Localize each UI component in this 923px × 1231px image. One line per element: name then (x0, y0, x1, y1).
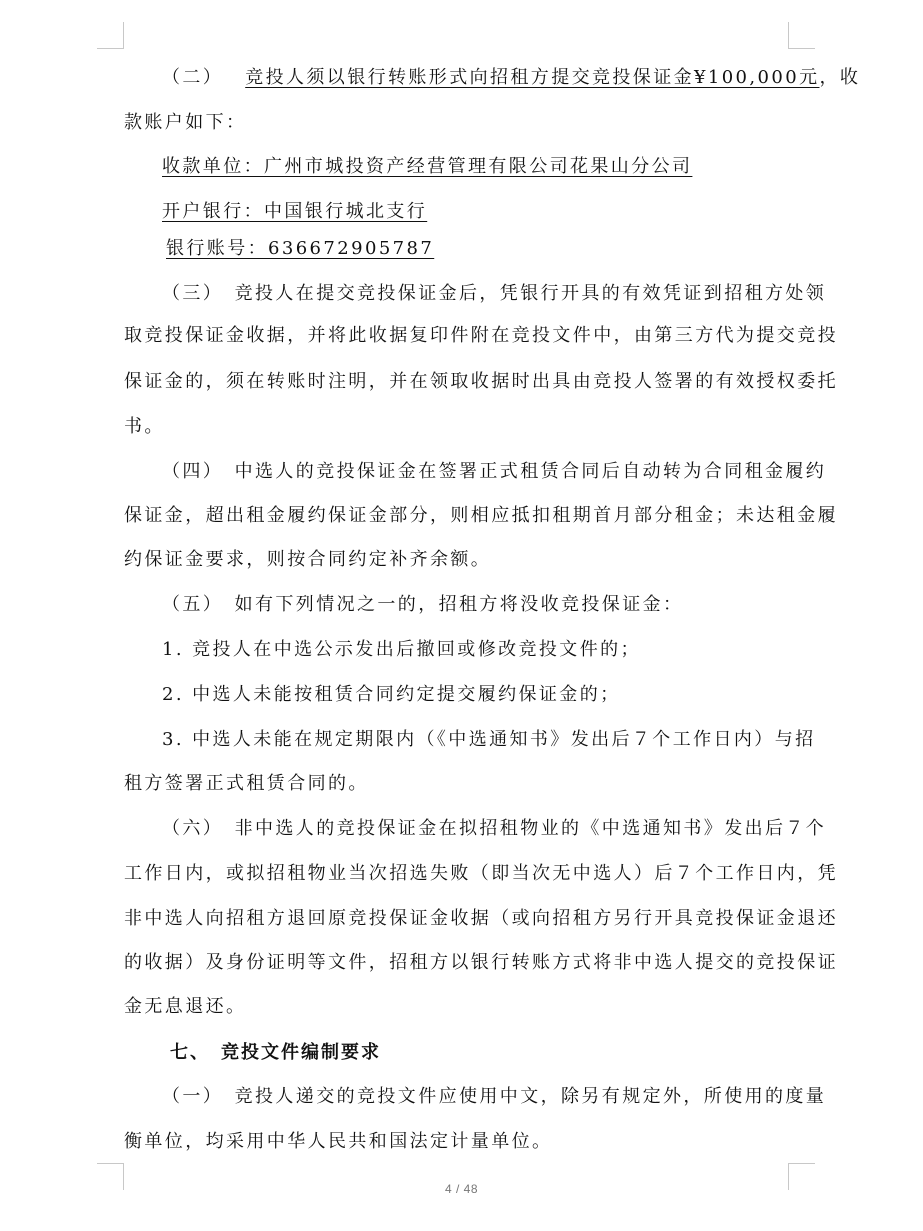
crop-mark-top-left (97, 22, 124, 49)
bank-account: 银行账号：636672905787 (166, 238, 435, 259)
crop-mark-top-right (788, 22, 815, 49)
section-7-paragraph-1-line-2: 衡单位，均采用中华人民共和国法定计量单位。 (124, 1131, 553, 1152)
bank-name: 开户银行：中国银行城北支行 (162, 201, 428, 222)
paragraph-2-line-2: 款账户如下： (124, 112, 247, 133)
paragraph-6-line-5: 金无息退还。 (124, 996, 247, 1017)
deposit-amount-text: 竞投人须以银行转账形式向招租方提交竞投保证金¥100,000元 (245, 67, 820, 88)
paragraph-3-line-3: 保证金的，须在转账时注明，并在领取收据时出具由竞投人签署的有效授权委托 (124, 371, 838, 392)
paragraph-4-line-2: 保证金，超出租金履约保证金部分，则相应抵扣租期首月部分租金；未达租金履 (124, 505, 838, 526)
paragraph-2-tail: ，收 (819, 67, 861, 88)
paragraph-3-line-4: 书。 (124, 416, 165, 437)
paragraph-6-line-1: （六） 非中选人的竞投保证金在拟招租物业的《中选通知书》发出后７个 (162, 818, 827, 839)
paragraph-4-line-3: 约保证金要求，则按合同约定补齐余额。 (124, 549, 492, 570)
paragraph-2-line-1 (162, 66, 860, 90)
list-item-3-line-1: 3. 中选人未能在规定期限内（《中选通知书》发出后７个工作日内）与招 (162, 729, 816, 750)
section-7-heading: 七、 竞投文件编制要求 (170, 1042, 381, 1063)
list-item-3-line-2: 租方签署正式租赁合同的。 (124, 773, 369, 794)
page-number: 4 / 48 (444, 1182, 479, 1196)
list-item-1: 1. 竞投人在中选公示发出后撤回或修改竞投文件的； (162, 639, 641, 660)
paragraph-3-line-1: （三） 竞投人在提交竞投保证金后，凭银行开具的有效凭证到招租方处领 (162, 283, 827, 304)
list-item-2: 2. 中选人未能按租赁合同约定提交履约保证金的； (162, 684, 621, 705)
paragraph-4-line-1: （四） 中选人的竞投保证金在签署正式租赁合同后自动转为合同租金履约 (162, 461, 827, 482)
paragraph-3-line-2: 取竞投保证金收据，并将此收据复印件附在竞投文件中，由第三方代为提交竞投 (124, 325, 838, 346)
paragraph-2-prefix: （二） (162, 67, 224, 88)
section-7-paragraph-1-line-1: （一） 竞投人递交的竞投文件应使用中文，除另有规定外，所使用的度量 (162, 1086, 827, 1107)
paragraph-5-line-1: （五） 如有下列情况之一的，招租方将没收竞投保证金： (162, 594, 684, 615)
paragraph-6-line-2: 工作日内，或拟招租物业当次招选失败（即当次无中选人）后７个工作日内，凭 (124, 863, 838, 884)
paragraph-6-line-3: 非中选人向招租方退回原竞投保证金收据（或向招租方另行开具竞投保证金退还 (124, 908, 838, 929)
paragraph-6-line-4: 的收据）及身份证明等文件，招租方以银行转账方式将非中选人提交的竞投保证 (124, 952, 838, 973)
payee-unit: 收款单位：广州市城投资产经营管理有限公司花果山分公司 (162, 156, 693, 177)
